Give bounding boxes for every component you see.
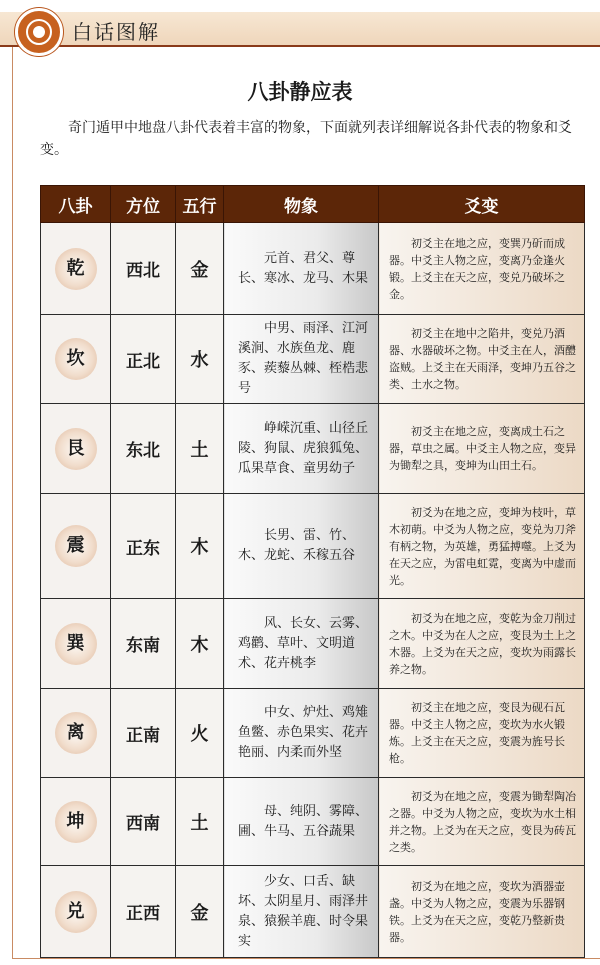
table-row <box>41 223 585 315</box>
element-cell: 土 <box>176 404 224 494</box>
trigram-badge: 兑 <box>55 891 97 933</box>
element-cell: 水 <box>176 315 224 404</box>
direction-cell: 正南 <box>111 689 176 778</box>
element-cell: 土 <box>176 778 224 866</box>
objects-cell: 母、纯阴、雾障、圃、牛马、五谷蔬果 <box>224 778 379 866</box>
yao-cell: 初爻为在地之应，变震为锄犁陶冶之器。中爻为人物之应，变坎为水土相并之物。上爻为在天之应，变艮为砖瓦之类。 <box>379 778 585 866</box>
direction-cell: 东北 <box>111 404 176 494</box>
yao-cell: 初爻主在地之应，变离成土石之器，草虫之属。中爻主人物之应，变异为锄犁之具，变坤为山田土石。 <box>379 404 585 494</box>
objects-cell: 少女、口舌、缺坏、太阴星月、雨泽井泉、猿猴羊鹿、时令果实 <box>224 866 379 958</box>
trigram-badge: 坤 <box>55 801 97 843</box>
direction-cell: 东南 <box>111 599 176 689</box>
table-row <box>41 599 585 689</box>
objects-cell: 长男、雷、竹、木、龙蛇、禾稼五谷 <box>224 494 379 599</box>
yao-cell: 初爻为在地之应，变乾为金刀削过之木。中爻为在人之应，变艮为土上之木器。上爻为在天之应，变坎为雨露长养之物。 <box>379 599 585 689</box>
header-gua: 八卦 <box>41 186 111 223</box>
header-title: 白话图解 <box>72 20 160 44</box>
element-cell: 木 <box>176 494 224 599</box>
yao-cell: 初爻主在地中之陷井，变兑乃酒器、水器破坏之物。中爻主在人，酒醴盗贼。上爻主在天雨泽，变坤乃五谷之类、土水之物。 <box>379 315 585 404</box>
page-header <box>0 0 600 50</box>
objects-cell: 中女、炉灶、鸡雉鱼鳖、赤色果实、花卉艳丽、内柔而外坚 <box>224 689 379 778</box>
trigram-badge: 乾 <box>55 248 97 290</box>
book-logo-icon <box>15 8 63 56</box>
direction-cell: 正西 <box>111 866 176 958</box>
objects-cell: 风、长女、云雾、鸡鹳、草叶、文明道术、花卉桃李 <box>224 599 379 689</box>
table-row <box>41 866 585 958</box>
trigram-badge: 艮 <box>55 428 97 470</box>
table-row <box>41 315 585 404</box>
element-cell: 金 <box>176 866 224 958</box>
direction-cell: 西北 <box>111 223 176 315</box>
element-cell: 木 <box>176 599 224 689</box>
header-objects: 物象 <box>224 186 379 223</box>
table-row <box>41 494 585 599</box>
trigram-badge: 坎 <box>55 338 97 380</box>
direction-cell: 正东 <box>111 494 176 599</box>
trigram-badge: 震 <box>55 525 97 567</box>
direction-cell: 西南 <box>111 778 176 866</box>
bagua-table <box>40 185 585 958</box>
intro-paragraph: 奇门遁甲中地盘八卦代表着丰富的物象，下面就列表详细解说各卦代表的物象和爻变。 <box>40 120 572 158</box>
header-direction: 方位 <box>111 186 176 223</box>
yao-cell: 初爻主在地之应，变巽乃斫而成器。中爻主人物之应，变离乃金逢火锻。上爻主在天之应，变兑乃破坏之金。 <box>379 223 585 315</box>
objects-cell: 峥嵘沉重、山径丘陵、狗鼠、虎狼狐兔、瓜果草食、童男幼子 <box>224 404 379 494</box>
objects-cell: 中男、雨泽、江河溪涧、水族鱼龙、鹿豕、蒺藜丛棘、桎梏悲号 <box>224 315 379 404</box>
page-title: 八卦静应表 <box>247 80 353 104</box>
header-yao: 爻变 <box>379 186 585 223</box>
trigram-badge: 离 <box>55 712 97 754</box>
bottom-border-rule <box>12 958 600 959</box>
table-row <box>41 778 585 866</box>
objects-cell: 元首、君父、尊长、寒冰、龙马、木果 <box>224 223 379 315</box>
table-header-row <box>41 186 585 223</box>
trigram-badge: 巽 <box>55 623 97 665</box>
direction-cell: 正北 <box>111 315 176 404</box>
element-cell: 金 <box>176 223 224 315</box>
yao-cell: 初爻为在地之应，变坤为枝叶，草木初萌。中爻为人物之应，变兑为刀斧有柄之物，为英雄，勇猛搏噬。上爻为在天之应，为雷电虹霓，变离为中虚而光。 <box>379 494 585 599</box>
table-row <box>41 404 585 494</box>
header-element: 五行 <box>176 186 224 223</box>
table-row <box>41 689 585 778</box>
yao-cell: 初爻为在地之应，变坎为酒器壶盏。中爻为人物之应，变震为乐器钢铁。上爻为在天之应，变乾乃整新贵器。 <box>379 866 585 958</box>
left-border-rule <box>12 47 13 959</box>
element-cell: 火 <box>176 689 224 778</box>
yao-cell: 初爻主在地之应，变艮为砚石瓦器。中爻主人物之应，变坎为水火锻炼。上爻主在天之应，变震为旌号长枪。 <box>379 689 585 778</box>
